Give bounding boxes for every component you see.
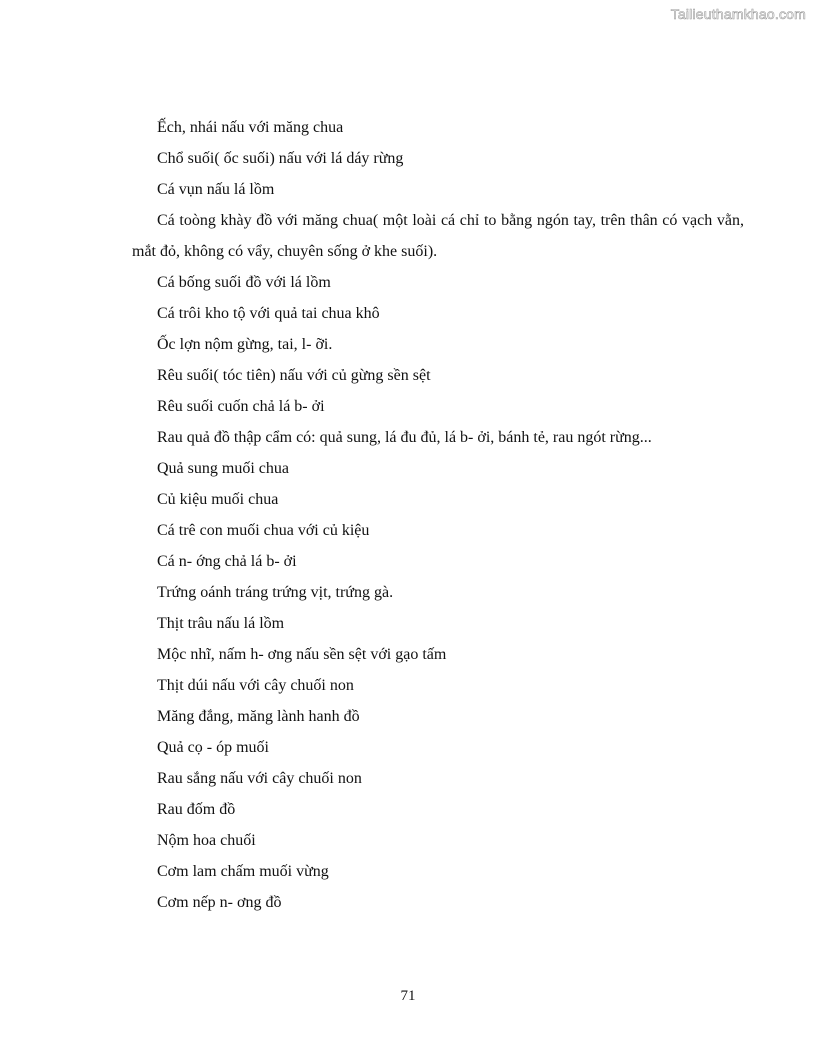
page-number: 71	[400, 988, 416, 1004]
text-line: Ếch, nhái nấu với măng chua	[157, 119, 344, 136]
text-line: Thịt dúi nấu với cây chuối non	[157, 677, 354, 694]
text-line: Cơm lam chấm muối vừng	[157, 863, 329, 880]
text-line: Rau quả đồ thập cẩm có: quả sung, lá đu đủ, lá b- ởi, bánh tẻ, rau ngót rừng...	[157, 429, 652, 446]
text-line: Cơm nếp n- ơng đồ	[157, 894, 282, 911]
document-body	[132, 112, 744, 918]
text-paragraph: Cá toòng khày đồ với măng chua( một loài cá chỉ to bằng ngón tay, trên thân có vạch vằn, mắt đỏ, không có vẩy, chuyên sống ở khe suối).	[132, 212, 744, 260]
text-line: Quả sung muối chua	[157, 460, 289, 477]
text-line: Củ kiệu muối chua	[157, 491, 279, 508]
text-line: Quả cọ - óp muối	[157, 739, 269, 756]
text-line: Rêu suối cuốn chả lá b- ởi	[157, 398, 325, 415]
text-line: Ốc lợn nộm gừng, tai, l- ỡi.	[157, 336, 333, 353]
watermark-text: Tailieuthamkhao.com	[670, 6, 806, 22]
text-line: Măng đắng, măng lành hanh đồ	[157, 708, 360, 725]
text-line: Rau sắng nấu với cây chuối non	[157, 770, 362, 787]
text-line: Cá n- ớng chả lá b- ởi	[157, 553, 297, 570]
text-line: Thịt trâu nấu lá lồm	[157, 615, 285, 632]
text-line: Rêu suối( tóc tiên) nấu với củ gừng sền sệt	[157, 367, 431, 384]
text-line: Cá bống suối đồ với lá lồm	[157, 274, 331, 291]
text-line: Nộm hoa chuối	[157, 832, 256, 849]
text-line: Chổ suối( ốc suối) nấu với lá dáy rừng	[157, 150, 404, 167]
text-line: Trứng oánh tráng trứng vịt, trứng gà.	[157, 584, 394, 601]
text-line: Cá trê con muối chua với củ kiệu	[157, 522, 370, 539]
text-line: Mộc nhĩ, nấm h- ơng nấu sền sệt với gạo tấm	[157, 646, 447, 663]
text-line: Rau đốm đồ	[157, 801, 236, 818]
text-line: Cá trôi kho tộ với quả tai chua khô	[157, 305, 380, 322]
text-line: Cá vụn nấu lá lồm	[157, 181, 275, 198]
